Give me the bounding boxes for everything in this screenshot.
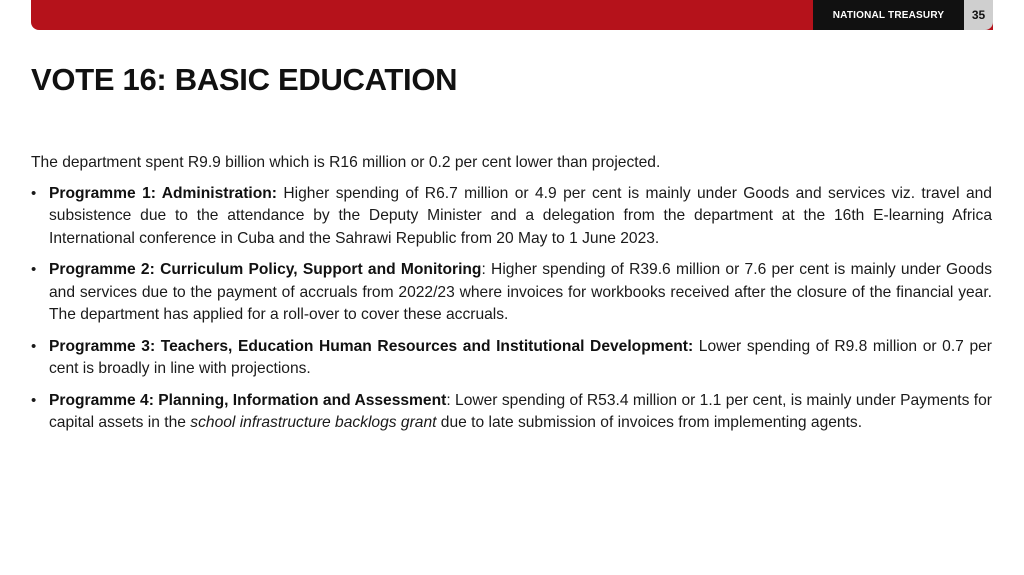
list-item	[31, 183, 992, 251]
programme-text: : Higher spending of R39.6 million or 7.6 per cent is mainly under Goods and services due to the payment of accruals from 2022/23 where invoices for workbooks received after the closure of the financial year. The department has applied for a roll-over to cover these accruals.	[49, 261, 992, 323]
bullet-icon: •	[31, 337, 37, 355]
bullet-icon: •	[31, 261, 37, 278]
programme-text: Lower spending of R9.8 million or 0.7 per cent is broadly in line with projections.	[49, 337, 992, 377]
page-title: VOTE 16: BASIC EDUCATION	[31, 62, 458, 97]
programme-text-end: due to late submission of invoices from implementing agents.	[436, 414, 863, 431]
programme-heading: Programme 2: Curriculum Policy, Support and Monitoring	[49, 261, 482, 278]
bullet-icon: •	[31, 391, 37, 409]
page-number: 35	[964, 0, 993, 30]
org-label: NATIONAL TREASURY	[813, 0, 964, 30]
list-item	[31, 336, 992, 381]
programme-text: Higher spending of R6.7 million or 4.9 per cent is mainly under Goods and services viz. travel and subsistence due to the attendance by the Deputy Minister and a delegation from the department at the 16th E-learning Africa International conference in Cuba and the Sahrawi Republic from 20 May to 1 June 2023.	[49, 184, 992, 247]
programme-heading: Programme 4: Planning, Information and Assessment	[49, 391, 447, 409]
programme-heading: Programme 3: Teachers, Education Human Resources and Institutional Development:	[49, 337, 694, 355]
list-item	[31, 390, 992, 435]
slide-body	[31, 152, 992, 444]
programme-heading: Programme 1: Administration:	[49, 184, 277, 202]
list-item	[31, 259, 992, 327]
programme-list	[31, 183, 992, 435]
intro-text: The department spent R9.9 billion which is R16 million or 0.2 per cent lower than projected.	[31, 154, 661, 171]
grant-name: school infrastructure backlogs grant	[190, 414, 437, 431]
bullet-icon: •	[31, 184, 37, 202]
programme-text: : Lower spending of R53.4 million or 1.1 per cent, is mainly under Payments for capital assets in the	[49, 391, 992, 431]
